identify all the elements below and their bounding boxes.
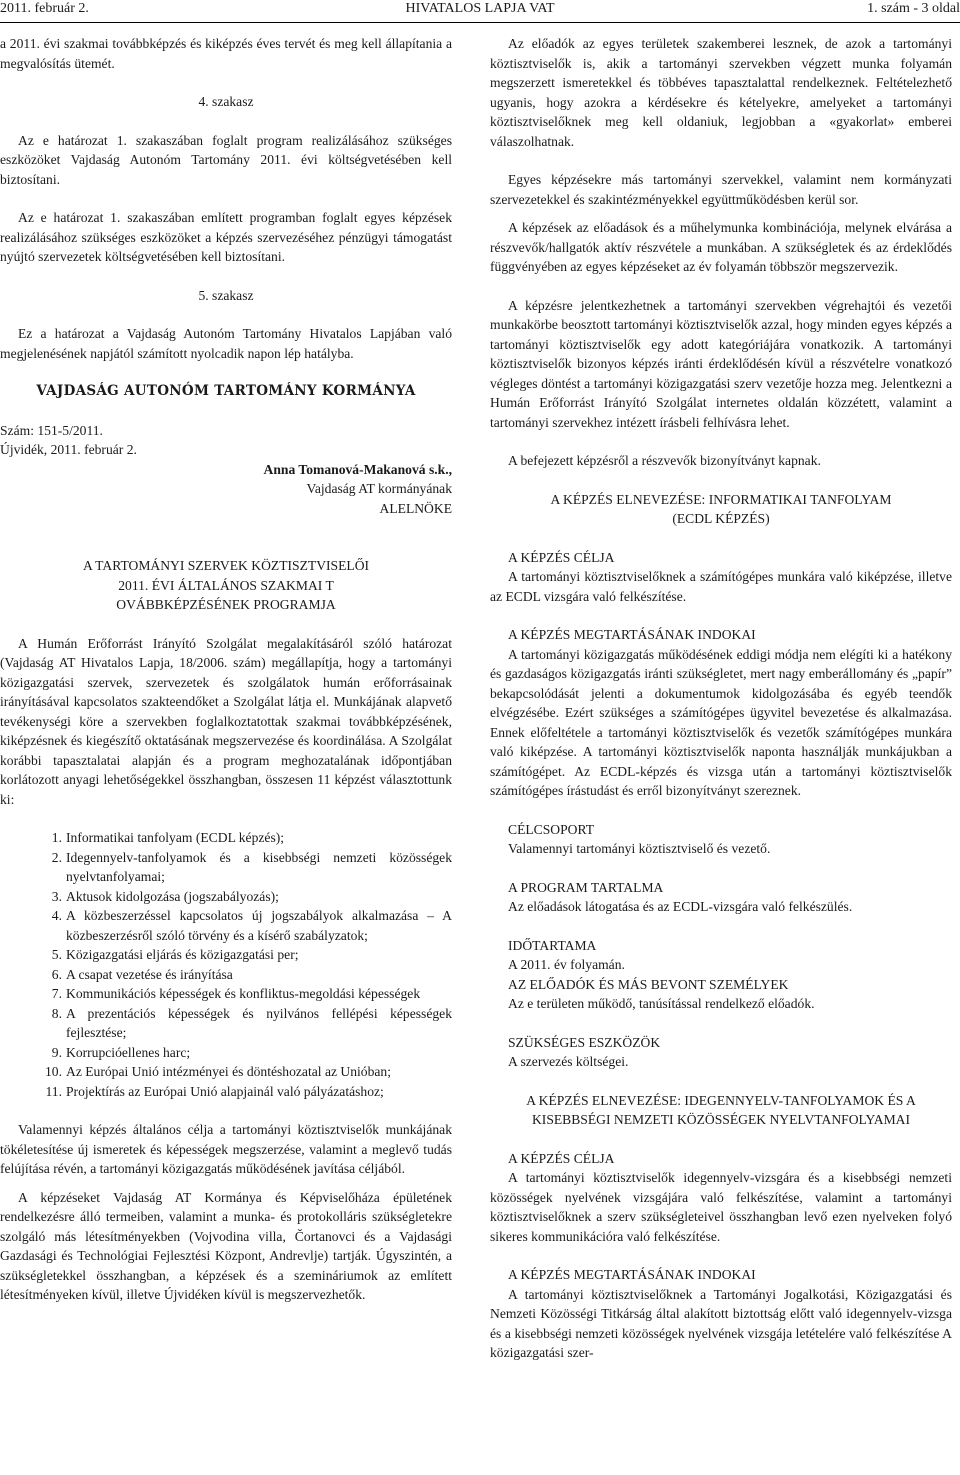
registration-paragraph: A képzésre jelentkezhetnek a tartományi szervekben végrehajtói és vezetői munkakörbe beosztott tartományi köztisztviselők azzal, hogy minden egyes képzés a tartományi köztisztviselők egy adott kategóriájára vonatkozik. A tartományi köztisztviselők bizonyos képzés iránti érdeklődésén kívül a részvételre vonatkozó végleges döntést a tartományi közigazgatási szerv vezetője hozza meg. Jelentkezni a Humán Erőforrást Irányító Szolgálat internetes oldalán közzétett, valamint a tartományi szervekhez intézett írásbeli felhívásra lehet. (490, 297, 952, 430)
language-goal-text: A tartományi köztisztviselők idegennyelv-vizsgára és a kisebbségi nemzeti közösségek nyelvének vizsgájára való felkészítése, valamint a tartományi köztisztviselőknek a szerv szükségleteivel összhangban levő ezen nyelveken folyó sikeres kommunikációra való felkészítése. (490, 1170, 952, 1244)
list-item-number: 7. (51, 986, 62, 1001)
ecdl-reason-text: A tartományi közigazgatás működésének eddigi módja nem elégíti ki a hatékony és gazdaságos közigazgatás iránti szükségletet, mert nagy emberállomány és „papír” bekapcsolódását jelenti a dokumentumok kidolgozásába és egyéb teendők elvégzésébe. Ezért szükséges a számítógépes ügyvitel bevezetése és alkalmazása. Ennek előfeltétele a tartományi köztisztviselők és vezetők számítógépes munkára való kiképzése. A tartományi köztisztviselők naponta használják munkájukban a számítógépet. Az ECDL-képzés és vizsga után a tartományi köztisztviselők számítógépes írástudást és erről bizonyítványt szereznek. (490, 646, 952, 798)
list-item-number: 5. (51, 947, 62, 962)
lecturers-heading: AZ ELŐADÓK ÉS MÁS BEVONT SZEMÉLYEK (508, 976, 789, 992)
list-item-text: A prezentációs képességek és nyilvános fellépési képességek fejlesztése; (66, 1005, 452, 1040)
tools-text: A szervezés költségei. (508, 1054, 629, 1069)
language-title-line-1: A KÉPZÉS ELNEVEZÉSE: IDEGENNYELV-TANFOLYAMOK ÉS A (526, 1092, 916, 1108)
ecdl-reason-heading: A KÉPZÉS MEGTARTÁSÁNAK INDOKAI (508, 627, 756, 642)
list-item-number: 4. (51, 908, 62, 923)
section-5-heading: 5. szakasz (198, 287, 254, 303)
tools-heading: SZÜKSÉGES ESZKÖZÖK (508, 1034, 661, 1050)
course-list (0, 828, 452, 1101)
list-item-number: 10. (45, 1064, 62, 1079)
list-item-number: 9. (51, 1044, 62, 1060)
lecturers-paragraph: Az előadók az egyes területek szakemberei lesznek, de azok a tartományi köztisztviselők is, akik a tartományi szervekben végzett munka folyamán megszerzett ismeretekkel és többéves tapasztalattal rendelkeznek. Feltételezhető ugyanis, hogy azokra a kérdésekre és kételyekre, amelyeket a tartományi köztisztviselőknek meg kell oldaniuk, legjobban a «gyakorlat» emberei válaszolhatnak. (490, 36, 952, 149)
list-item-number: 6. (51, 966, 62, 982)
list-item (0, 1043, 452, 1063)
list-item-text: Informatikai tanfolyam (ECDL képzés); (66, 830, 285, 845)
target-group-heading: CÉLCSOPORT (508, 821, 595, 837)
list-item-text: Közigazgatási eljárás és közigazgatási per; (66, 947, 299, 962)
language-reason-text: A tartományi köztisztviselőknek a Tartományi Jogalkotási, Közigazgatási és Nemzeti Közösségi Titkárság által alakított biztottság előtt való idegennyelv-vizsga és a kisebbségi nemzeti közösségek nyelvének vizsgája letételére való felkészítése A közigazgatási szer- (490, 1286, 952, 1360)
list-item (0, 945, 452, 965)
list-item-text: A csapat vezetése és irányítása (66, 966, 233, 982)
ecdl-goal-heading: A KÉPZÉS CÉLJA (508, 549, 615, 565)
header-date: 2011. február 2. (0, 1, 89, 16)
government-name: VAJDASÁG AUTONÓM TARTOMÁNY KORMÁNYA (36, 383, 416, 399)
list-item-text: Projektírás az Európai Unió alapjainál való pályázatáshoz; (66, 1083, 384, 1099)
publication-title: HIVATALOS LAPJA VAT (405, 1, 555, 16)
language-reason-heading: A KÉPZÉS MEGTARTÁSÁNAK INDOKAI (508, 1267, 756, 1282)
ecdl-title-line-2: (ECDL KÉPZÉS) (672, 511, 770, 526)
intro-paragraph: a 2011. évi szakmai továbbképzés és kiképzés éves tervét és meg kell állapítania a megvalósítás ütemét. (0, 36, 452, 71)
signer-role: Vajdaság AT kormányának (306, 481, 452, 496)
program-title-line-3: OVÁBBKÉPZÉSÉNEK PROGRAMJA (116, 597, 336, 612)
list-item-number: 8. (51, 1005, 62, 1021)
list-item (0, 984, 452, 1004)
list-item-text: Kommunikációs képességek és konfliktus-megoldási képességek (66, 986, 421, 1001)
cooperation-paragraph: Egyes képzésekre más tartományi szervekkel, valamint nem kormányzati szervezetekkel és szakintézményekkel együttműködésben kerül sor. (490, 172, 952, 207)
language-title-line-2: KISEBBSÉGI NEMZETI KÖZÖSSÉGEK NYELVTANFOLYAMAI (531, 1112, 911, 1127)
list-item (0, 965, 452, 985)
target-group-text: Valamennyi tartományi köztisztviselő és vezető. (508, 841, 771, 856)
place-and-date: Újvidék, 2011. február 2. (0, 442, 137, 457)
program-content-text: Az előadások látogatása és az ECDL-vizsgára való felkészülés. (508, 899, 853, 914)
general-goal-paragraph: Valamennyi képzés általános célja a tartományi köztisztviselők munkájának tökéletesítése új ismeretek és képességek megszerzése, valamint a meglevő tudás felújítása révén, a tartományi közigazgatás működésének javítása céljából. (0, 1122, 452, 1176)
signer-title: ALELNÖKE (379, 500, 452, 516)
lecturers-text: Az e területen működő, tanúsítással rendelkező előadók. (508, 996, 815, 1011)
program-title-line-1: A TARTOMÁNYI SZERVEK KÖZTISZTVISELŐI (82, 558, 370, 573)
program-title-line-2: 2011. ÉVI ÁLTALÁNOS SZAKMAI T (118, 577, 334, 593)
language-goal-heading: A KÉPZÉS CÉLJA (508, 1150, 615, 1166)
list-item-number: 11. (45, 1083, 62, 1099)
section-5-paragraph: Ez a határozat a Vajdaság Autonóm Tartomány Hivatalos Lapjában való megjelenésének napjától számított nyolcadik napon lép hatályba. (0, 326, 452, 361)
duration-heading: IDŐTARTAMA (508, 937, 597, 953)
list-item-text: Az Európai Unió intézményei és döntéshozatal az Unióban; (66, 1064, 392, 1079)
section-4-paragraph-2: Az e határozat 1. szakaszában említett programban foglalt egyes képzések realizálásához szükséges eszközöket a képzés szervezéséhez pénzügyi támogatást nyújtó szervezetek költségvetésében kell biztosítani. (0, 210, 452, 264)
list-item-text: A közbeszerzéssel kapcsolatos új jogszabályok alkalmazása – A közbeszerzésről szóló törvény és a kísérő szabályzatok; (66, 908, 452, 943)
section-4-heading: 4. szakasz (198, 94, 254, 109)
venue-paragraph: A képzéseket Vajdaság AT Kormánya és Képviselőháza épületének rendelkezésre álló termeiben, valamint a munka- és protokolláris szükségletekre szolgáló más létesítményekben (Vojvodina villa, Čortanovci és a Vajdasági Gazdasági és Technológiai Fejlesztési Központ, Andrevlje) tartják. Úgyszintén, a szükségletekkel összhangban, a képzések és a szemináriumok az említett létesítményeken kívül, illetve Újvidéken kívül is megszervezhetők. (0, 1189, 452, 1302)
program-content-heading: A PROGRAM TARTALMA (508, 879, 664, 895)
list-item-text: Aktusok kidolgozása (jogszabályozás); (66, 888, 279, 904)
list-item (0, 1062, 452, 1082)
certificate-paragraph: A befejezett képzésről a részvevők bizonyítványt kapnak. (508, 453, 821, 468)
list-item (0, 828, 452, 848)
duration-text: A 2011. év folyamán. (508, 957, 625, 972)
list-item (0, 1004, 452, 1043)
section-4-paragraph-1: Az e határozat 1. szakaszában foglalt program realizálásához szükséges eszközöket Vajdaság Autonóm Tartomány 2011. évi költségvetésében kell biztosítani. (0, 132, 452, 187)
ecdl-title-line-1: A KÉPZÉS ELNEVEZÉSE: INFORMATIKAI TANFOLYAM (550, 491, 892, 507)
list-item (0, 1082, 452, 1102)
list-item-text: Korrupcióellenes harc; (66, 1044, 191, 1060)
page-header (0, 0, 960, 23)
list-item-number: 2. (51, 849, 62, 865)
document-number: Szám: 151-5/2011. (0, 422, 103, 438)
human-resources-paragraph: A Humán Erőforrást Irányító Szolgálat megalakításáról szóló határozat (Vajdaság AT Hivatalos Lapja, 18/2006. szám) megállapítja, hogy a tartományi közigazgatási szervek, szervezetek és szolgálatok humán erőforrásainak irányításával kapcsolatos szakteendőket a Szolgálat látja el. Munkájának alapvető tevékenységi köre a szervekben foglalkoztatottak szakmai továbbképzésének, kiképzésnek és kiegészítő oktatásának megszervezése és koordinálása. A Szolgálat korábbi tapasztalatai alapján és a program meghozatalának időpontjában korlátozott anyagi lehetőségekkel összhangban, összesen 11 képzést választottunk ki: (0, 635, 452, 807)
list-item (0, 906, 452, 945)
right-column (490, 34, 952, 1363)
list-item (0, 848, 452, 887)
format-paragraph: A képzések az előadások és a műhelymunka kombinációja, melynek elvárása a részvevők/hallgatók aktív részvétele a munkában. A szükségletek és az érdeklődés függvényében az egyes képzéseket az év folyamán többször megszervezik. (490, 220, 952, 274)
left-column (0, 34, 452, 1305)
list-item (0, 887, 452, 907)
list-item-number: 1. (51, 830, 62, 845)
list-item-number: 3. (51, 888, 62, 904)
ecdl-goal-text: A tartományi köztisztviselőknek a számítógépes munkára való kiképzése, illetve az ECDL vizsgára való felkészítése. (490, 569, 952, 604)
signer-name: Anna Tomanová-Makanová s.k., (263, 461, 452, 477)
list-item-text: Idegennyelv-tanfolyamok és a kisebbségi nemzeti közösségek nyelvtanfolyamai; (66, 849, 452, 884)
header-page-number: 1. szám - 3 oldal (867, 1, 960, 16)
